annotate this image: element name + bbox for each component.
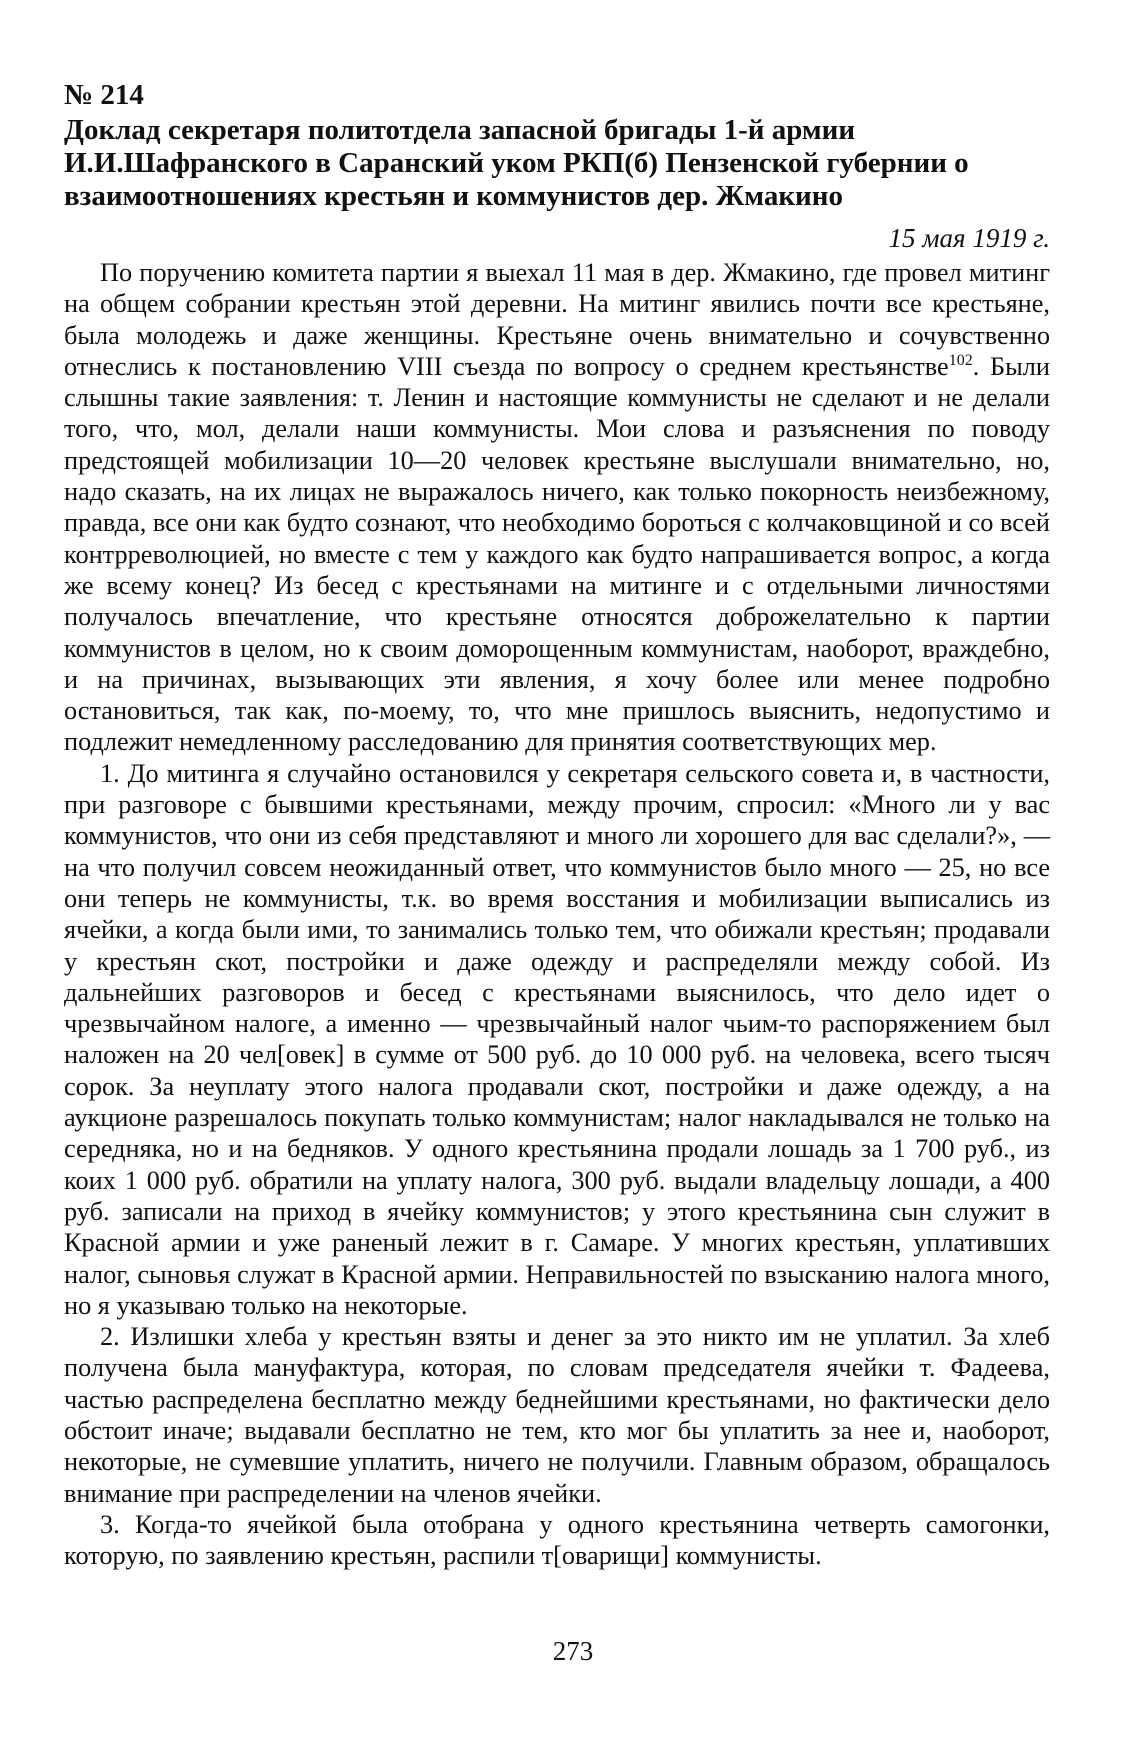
text-column bbox=[64, 78, 1050, 1571]
paragraph-point-2: 2. Излишки хлеба у крестьян взяты и денег за это никто им не уплатил. За хлеб получена была мануфактура, которая, по словам председателя ячейки т. Фадеева, частью распределена бесплатно между беднейшими крестьянами, но фактически дело обстоит иначе; выдавали бесплатно не тем, кто мог бы уплатить за нее и, наоборот, некоторые, не сумевшие уплатить, ничего не получили. Главным образом, обращалось внимание при распределении на членов ячейки. bbox=[64, 1322, 1050, 1508]
paragraph-point-3: 3. Когда-то ячейкой была отобрана у одного крестьянина четверть самогонки, которую, по заявлению крестьян, распили т[оварищи] коммунисты. bbox=[64, 1509, 1050, 1571]
document-date: 15 мая 1919 г. bbox=[888, 223, 1050, 253]
footnote-reference: 102 bbox=[948, 352, 973, 370]
document-body bbox=[64, 257, 1050, 1571]
document-number: № 214 bbox=[64, 79, 144, 111]
paragraph-intro bbox=[64, 257, 1050, 758]
document-title: Доклад секретаря политотдела запасной бригады 1-й армии И.И.Шафранского в Саранский уком РКП(б) Пензенской губернии о взаимоотношениях крестьян и коммунистов дер. Жмакино bbox=[64, 114, 969, 212]
page-number: 273 bbox=[552, 1636, 594, 1666]
paragraph-intro-rest: . Были слышны такие заявления: т. Ленин и настоящие коммунисты не сделают и не делали того, что, мол, делали наши коммунисты. Мои слова и разъяснения по поводу предстоящей мобилизации 10—20 человек крестьяне выслушали внимательно, но, надо сказать, на их лицах не выражалось ничего, как только покорность неизбежному, правда, все они как будто сознают, что необходимо бороться с колчаковщиной и со всей контрреволюцией, но вместе с тем у каждого как будто напрашивается вопрос, а когда же всему конец? Из бесед с крестьянами на митинге и с отдельными личностями получалось впечатление, что крестьяне относятся доброжелательно к партии коммунистов в целом, но к своим доморощенным коммунистам, наоборот, враждебно, и на причинах, вызывающих эти явления, я хочу более или менее подробно остановиться, так как, по-моему, то, что мне пришлось выяснить, недопустимо и подлежит немедленному расследованию для принятия соответствующих мер. bbox=[64, 351, 1050, 757]
paragraph-intro-start: По поручению комитета партии я выехал 11 мая в дер. Жмакино, где провел митинг на общем собрании крестьян этой деревни. На митинг явились почти все крестьяне, была молодежь и даже женщины. Крестьяне очень внимательно и сочувственно отнеслись к постановлению VIII съезда по вопросу о среднем крестьянстве bbox=[64, 258, 1050, 381]
paragraph-point-1: 1. До митинга я случайно остановился у секретаря сельского совета и, в частности, при разговоре с бывшими крестьянами, между прочим, спросил: «Много ли у вас коммунистов, что они из себя представляют и много ли хорошего для вас сделали?», — на что получил совсем неожиданный ответ, что коммунистов было много — 25, но все они теперь не коммунисты, т.к. во время восстания и мобилизации выписались из ячейки, а когда были ими, то занимались только тем, что обижали крестьян; продавали у крестьян скот, постройки и даже одежду и распределяли между собой. Из дальнейших разговоров и бесед с крестьянами выяснилось, что дело идет о чрезвычайном налоге, а именно — чрезвычайный налог чьим-то распоряжением был наложен на 20 чел[овек] в сумме от 500 руб. до 10 000 руб. на человека, всего тысяч сорок. За неуплату этого налога продавали скот, постройки и даже одежду, а на аукционе разрешалось покупать только коммунистам; налог накладывался не только на середняка, но и на бедняков. У одного крестьянина продали лошадь за 1 700 руб., из коих 1 000 руб. обратили на уплату налога, 300 руб. выдали владельцу лошади, а 400 руб. записали на приход в ячейку коммунистов; у этого крестьянина сын служит в Красной армии и уже раненый лежит в г. Самаре. У многих крестьян, уплативших налог, сыновья служат в Красной армии. Неправильностей по взысканию налога много, но я указываю только на некоторые. bbox=[64, 758, 1050, 1320]
